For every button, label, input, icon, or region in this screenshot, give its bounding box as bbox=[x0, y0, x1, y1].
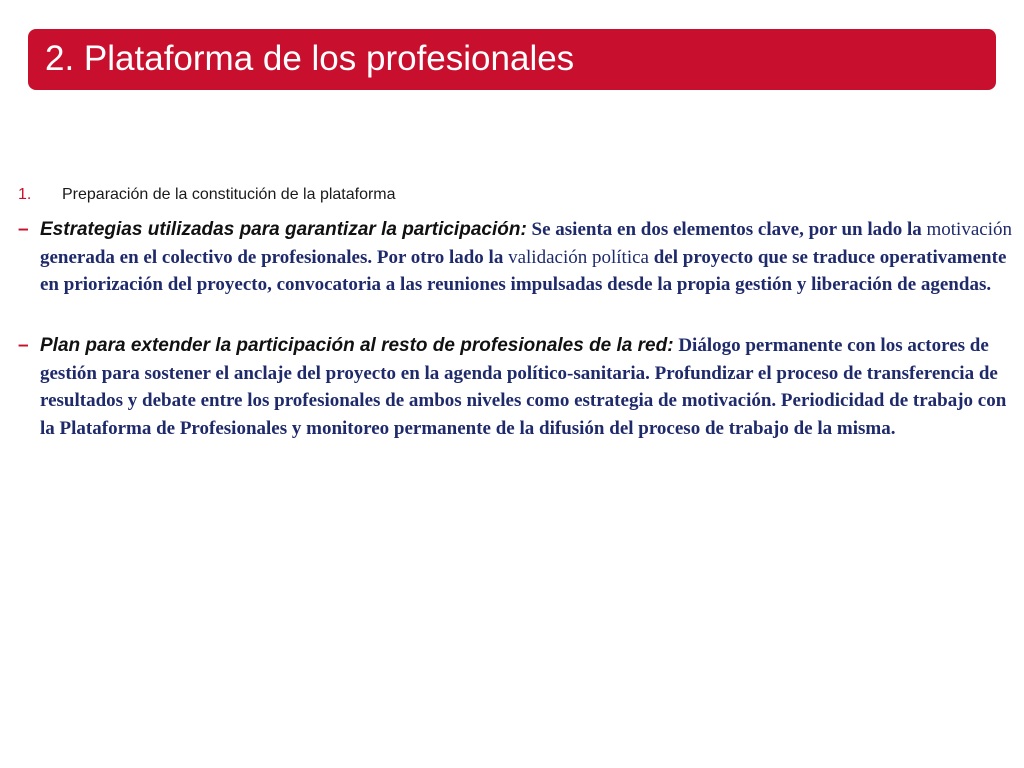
bullet-dash: – bbox=[18, 335, 29, 356]
slide-title: 2. Plataforma de los profesionales bbox=[45, 39, 575, 78]
heading-number: 1. bbox=[18, 186, 32, 203]
bullet-body-text: del proyecto que se traduce operativamente en priorización del proyecto, convocatoria a las reuniones impulsadas desde la propia gestión y liberación de agendas. bbox=[40, 246, 1007, 295]
bullet-body-text: generada en el colectivo de profesionales. Por otro lado la bbox=[40, 246, 509, 268]
bullet-item-strategies bbox=[18, 216, 1014, 299]
heading-text: Preparación de la constitución de la plataforma bbox=[62, 186, 396, 203]
title-banner bbox=[28, 29, 996, 90]
bullet-lead-text: Estrategias utilizadas para garantizar la participación: bbox=[40, 219, 527, 240]
bullet-lead-text: Plan para extender la participación al resto de profesionales de la red: bbox=[40, 335, 674, 356]
numbered-heading bbox=[18, 186, 396, 204]
bullet-dash: – bbox=[18, 219, 29, 240]
bullet-highlight-text: validación política bbox=[508, 246, 649, 268]
bullet-item-plan bbox=[18, 332, 1014, 442]
bullet-body-text: Se asienta en dos elementos clave, por un lado la bbox=[526, 219, 927, 240]
bullet-content bbox=[40, 216, 1014, 299]
bullet-highlight-text: motivación bbox=[926, 219, 1012, 240]
bullet-body-text: Diálogo permanente con los actores de gestión para sostener el anclaje del proyecto en la agenda político-sanitaria. Profundizar el proceso de transferencia de resultados y debate entre los profesionales de ambos niveles como estrategia de motivación. Periodicidad de trabajo con la Plataforma de Profesionales y monitoreo permanente de la difusión del proceso de trabajo de la misma. bbox=[40, 335, 1007, 439]
bullet-content bbox=[40, 332, 1014, 442]
